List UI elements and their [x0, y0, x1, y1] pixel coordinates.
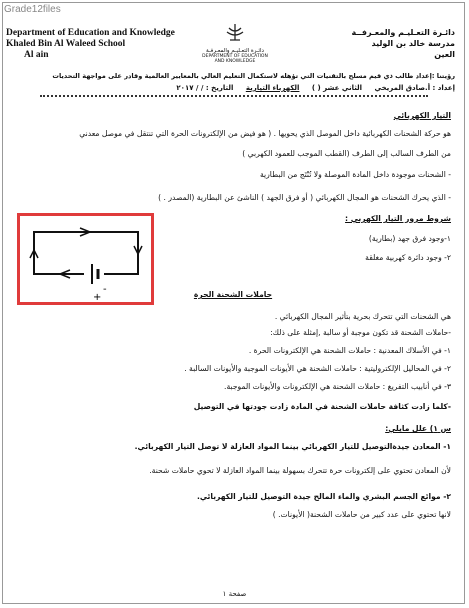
- header-right: [305, 27, 455, 60]
- subject: الكهرباء التيارية: [245, 84, 300, 92]
- carriers-sign: -حاملات الشحنة قد تكون موجبة أو سالبة ,إمثلة على ذلك:: [270, 328, 451, 337]
- answer-1: لأن المعادن تحتوي على إلكترونات حرة تتحرك بسهولة بينما المواد العازلة لا تحوي حاملات شحنة.: [149, 466, 451, 475]
- questions-title: س ١) علل مايلي:: [385, 424, 451, 433]
- definition-line-1: هو حركة الشحنات الكهربائية داخل الموصل الذي يحويها . ( هو فيض من الإلكترونات الحرة التي تنتقل في موصل معدني: [79, 129, 451, 138]
- logo-english-1: DEPARTMENT OF EDUCATION: [202, 54, 268, 59]
- minus-label: -: [103, 284, 107, 295]
- carriers-tubes: ٣- في أنابيب التفريغ : حاملات الشحنة هي الإلكترونات والأيونات الموجبة.: [224, 382, 451, 391]
- city-name-ar: العين: [434, 50, 455, 59]
- dept-name: Department of Education and Knowledge: [6, 28, 175, 38]
- title-current: التيار الكهربائي: [393, 111, 451, 120]
- carriers-definition: هي الشحنات التي تتحرك بحرية بتأثير المجال الكهربائي .: [274, 312, 451, 321]
- condition-1: ١-وجود فرق جهد (بطارية): [368, 234, 451, 243]
- note-charges: - الشحنات موجودة داخل المادة الموصلة ولا تُنْتَج من البطارية: [259, 170, 451, 179]
- density-note: -كلما زادت كثافة حاملات الشحنة في المادة زادت جودتها في التوصيل: [193, 402, 451, 411]
- school-name-ar: مدرسة خالد بن الوليد: [371, 39, 455, 48]
- carriers-metals: ١- في الأسلاك المعدنية : حاملات الشحنة هي الإلكترونات الحرة .: [248, 346, 451, 355]
- note-field: - الذي يحرك الشحنات هو المجال الكهربائي ( أو فرق الجهد ) الناشئ عن البطارية (المصدر . ): [158, 193, 451, 202]
- logo-english-2: AND KNOWLEDGE: [214, 59, 256, 64]
- school-name: Khaled Bin Al Waleed School: [6, 39, 126, 49]
- page-number: صفحة ١: [222, 590, 247, 598]
- logo-arabic: دائـرة التعـليـم والمعـرفـة: [206, 48, 264, 54]
- city-name: Al ain: [24, 50, 49, 60]
- dotted-divider: [40, 95, 428, 97]
- carriers-title: حاملات الشحنة الحرة: [193, 290, 273, 299]
- question-1: ١- المعادن جيدةالتوصيل للتيار الكهربائي بينما المواد العازلة لا توصل التيار الكهربائي.: [134, 442, 451, 451]
- dept-name-ar: دائـرة التعـليـم والمعـرفــة: [351, 28, 455, 37]
- department-logo: [200, 22, 270, 70]
- answer-2: لانها تحتوي على عدد كبير من حاملات الشحنة( الأيونات. ): [272, 510, 451, 519]
- conditions-title: شروط مرور التيار الكهربي :: [345, 214, 451, 223]
- watermark: Grade12files: [4, 4, 61, 15]
- vision-statement: رؤيتنا :إعداد طالب ذي قيم مسلح بالتقنيات التي تؤهله لاستكمال التعليم العالي بالمعايير العالمية وقادر على مواجهة التحديات: [52, 72, 455, 80]
- header-left: [6, 28, 196, 61]
- plus-label: +: [93, 292, 102, 302]
- carriers-electrolytes: ٢- في المحاليل الإلكتروليتية : حاملات الشحنة هي الأيونات الموجبة والأيونات السالبة .: [184, 364, 451, 373]
- prepared-by: إعداد : أ.صادق المريخي: [374, 84, 455, 92]
- meta-line: [15, 83, 455, 93]
- definition-line-2: من الطرف السالب إلى الطرف (القطب الموجب للعمود الكهربي ): [242, 149, 451, 158]
- grade: الثاني عشر ( ): [311, 84, 363, 92]
- circuit-wire: [34, 232, 138, 274]
- emblem-icon: [221, 22, 249, 44]
- condition-2: ٢- وجود دائرة كهربية مغلقة: [365, 253, 451, 262]
- question-2: ٢- موائع الجسم البشري والماء المالح جيدة التوصيل للتيار الكهربائي.: [196, 492, 451, 501]
- date: التاريخ : / / ٢٠١٧: [176, 84, 234, 92]
